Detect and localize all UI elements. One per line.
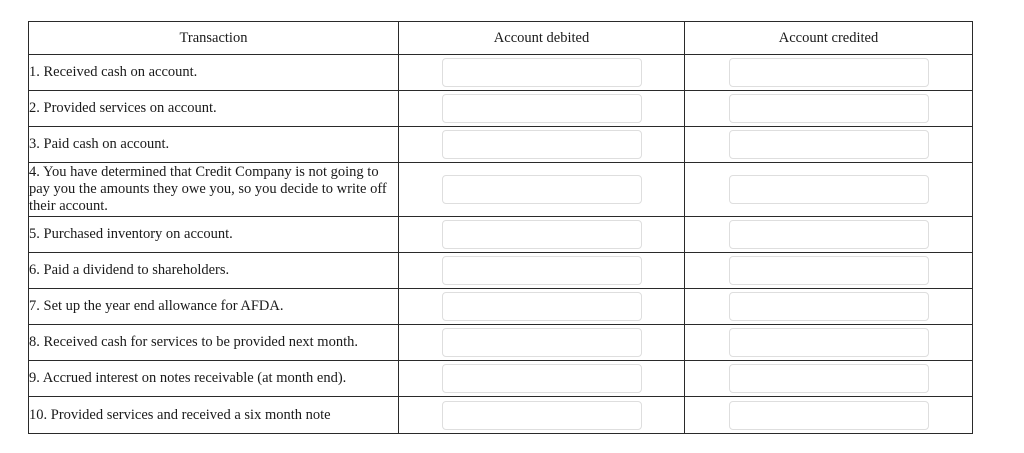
account-credited-input-5[interactable] xyxy=(729,220,929,249)
debited-cell xyxy=(399,163,685,217)
debited-cell xyxy=(399,55,685,91)
transaction-cell: 6. Paid a dividend to shareholders. xyxy=(29,253,399,289)
credited-cell xyxy=(685,361,973,397)
account-credited-input-9[interactable] xyxy=(729,364,929,393)
header-account-credited: Account credited xyxy=(685,22,973,55)
debited-cell xyxy=(399,397,685,434)
account-debited-input-7[interactable] xyxy=(442,292,642,321)
account-debited-input-9[interactable] xyxy=(442,364,642,393)
account-credited-input-3[interactable] xyxy=(729,130,929,159)
transaction-cell: 10. Provided services and received a six month note xyxy=(29,397,399,434)
header-row xyxy=(29,22,973,55)
credited-cell xyxy=(685,289,973,325)
account-credited-input-10[interactable] xyxy=(729,401,929,430)
account-debited-input-1[interactable] xyxy=(442,58,642,87)
debited-cell xyxy=(399,217,685,253)
account-credited-input-7[interactable] xyxy=(729,292,929,321)
transaction-cell: 9. Accrued interest on notes receivable (at month end). xyxy=(29,361,399,397)
account-debited-input-8[interactable] xyxy=(442,328,642,357)
credited-cell xyxy=(685,325,973,361)
table-row xyxy=(29,253,973,289)
account-credited-input-6[interactable] xyxy=(729,256,929,285)
transaction-cell: 3. Paid cash on account. xyxy=(29,127,399,163)
account-credited-input-1[interactable] xyxy=(729,58,929,87)
header-account-debited: Account debited xyxy=(399,22,685,55)
debited-cell xyxy=(399,253,685,289)
transaction-cell: 5. Purchased inventory on account. xyxy=(29,217,399,253)
table-row xyxy=(29,397,973,434)
table-row xyxy=(29,325,973,361)
table-row xyxy=(29,163,973,217)
journal-entry-table xyxy=(28,21,973,434)
table-row xyxy=(29,361,973,397)
table-row xyxy=(29,91,973,127)
transaction-cell: 8. Received cash for services to be provided next month. xyxy=(29,325,399,361)
account-credited-input-8[interactable] xyxy=(729,328,929,357)
credited-cell xyxy=(685,217,973,253)
transaction-cell: 7. Set up the year end allowance for AFDA. xyxy=(29,289,399,325)
account-debited-input-10[interactable] xyxy=(442,401,642,430)
table-row xyxy=(29,127,973,163)
table-row xyxy=(29,289,973,325)
credited-cell xyxy=(685,91,973,127)
debited-cell xyxy=(399,325,685,361)
account-debited-input-3[interactable] xyxy=(442,130,642,159)
table-row xyxy=(29,217,973,253)
table-row xyxy=(29,55,973,91)
account-debited-input-4[interactable] xyxy=(442,175,642,204)
transaction-cell: 1. Received cash on account. xyxy=(29,55,399,91)
header-transaction: Transaction xyxy=(29,22,399,55)
credited-cell xyxy=(685,397,973,434)
account-debited-input-6[interactable] xyxy=(442,256,642,285)
debited-cell xyxy=(399,127,685,163)
credited-cell xyxy=(685,127,973,163)
debited-cell xyxy=(399,289,685,325)
transaction-cell: 2. Provided services on account. xyxy=(29,91,399,127)
account-credited-input-4[interactable] xyxy=(729,175,929,204)
transaction-cell: 4. You have determined that Credit Company is not going to pay you the amounts they owe you, so you decide to write off their account. xyxy=(29,163,399,217)
account-debited-input-5[interactable] xyxy=(442,220,642,249)
debited-cell xyxy=(399,91,685,127)
credited-cell xyxy=(685,163,973,217)
debited-cell xyxy=(399,361,685,397)
account-debited-input-2[interactable] xyxy=(442,94,642,123)
credited-cell xyxy=(685,253,973,289)
credited-cell xyxy=(685,55,973,91)
account-credited-input-2[interactable] xyxy=(729,94,929,123)
